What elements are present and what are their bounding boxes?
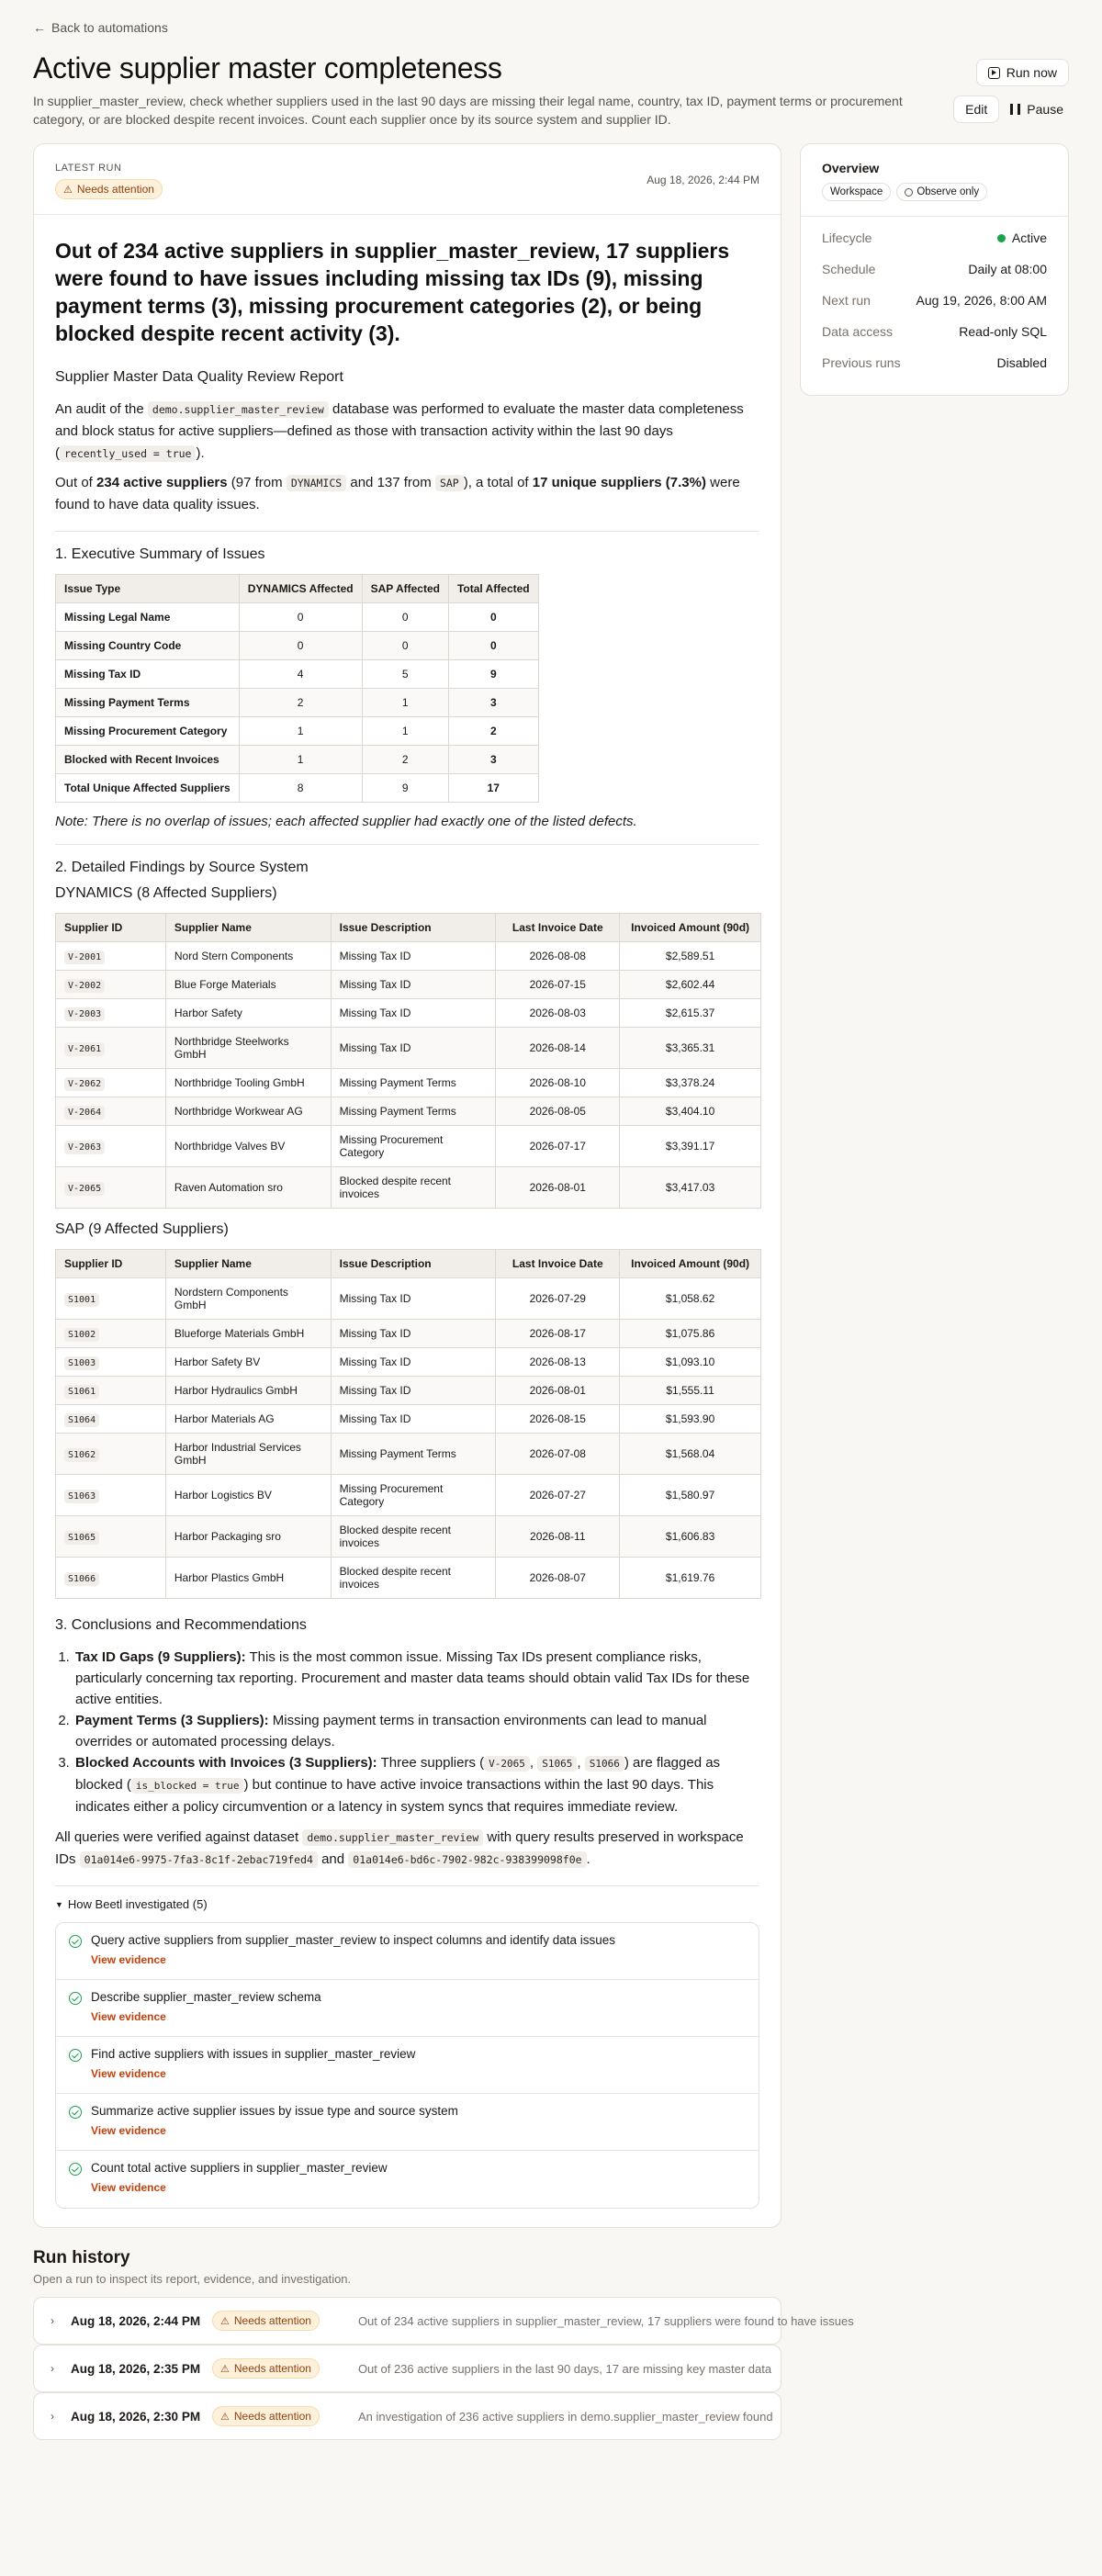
table-header-cell: Invoiced Amount (90d) [620, 914, 761, 942]
table-cell: $3,404.10 [620, 1097, 761, 1126]
overview-card [800, 143, 1069, 396]
table-row [56, 999, 761, 1028]
table-cell [56, 1097, 166, 1126]
view-evidence-link[interactable]: View evidence [91, 2010, 166, 2023]
section-heading-summary: 1. Executive Summary of Issues [55, 546, 265, 562]
status-badge-label: Needs attention [76, 183, 154, 196]
table-cell [56, 999, 166, 1028]
table-cell: $1,606.83 [620, 1516, 761, 1558]
supplier-id: V-2002 [64, 979, 105, 993]
run-summary: Out of 236 active suppliers in the last 90 days, 17 are missing key master data [357, 2361, 772, 2376]
supplier-id: S1063 [64, 1490, 99, 1503]
investigation-step-label: Count total active suppliers in supplier_master_review [91, 2161, 388, 2175]
overview-row-value: Disabled [996, 355, 1047, 370]
table-cell: $2,602.44 [620, 971, 761, 999]
table-header-cell: Supplier Name [165, 1250, 331, 1278]
table-cell: 0 [362, 603, 448, 632]
page-title: Active supplier master completeness [33, 51, 502, 84]
report-headline: Out of 234 active suppliers in supplier_master_review, 17 suppliers were found to have issues including missing tax IDs (9), missing payment terms (3), missing procurement categories (2), or being blocked despite recent activity (3). [55, 239, 730, 345]
table-cell [56, 1405, 166, 1434]
supplier-id: V-2063 [64, 1141, 105, 1154]
table-cell [56, 1434, 166, 1475]
overview-row-value: Active [997, 231, 1047, 245]
table-row [56, 1348, 761, 1377]
table-cell: 3 [448, 746, 538, 774]
table-row [56, 632, 539, 660]
run-history-row[interactable] [33, 2392, 782, 2440]
supplier-id: S1061 [64, 1385, 99, 1399]
table-cell: 2026-08-15 [496, 1405, 620, 1434]
table-row [56, 1377, 761, 1405]
run-summary: An investigation of 236 active suppliers in demo.supplier_master_review found [357, 2409, 773, 2424]
table-header-cell: Issue Description [331, 1250, 496, 1278]
supplier-id: V-2003 [64, 1007, 105, 1021]
table-row [56, 1028, 761, 1069]
table-cell [56, 1320, 166, 1348]
conclusion-item: 3. Blocked Accounts with Invoices (3 Suppliers): Three suppliers ( V-2065 , S1065 , S1066 ) are flagged as blocked ( is_blocked = true ) but continue to have active invoice transactions within the last 90 days. This indicates either a policy circumvention or a latency in system syncs that requires immediate review. [73, 1752, 759, 1817]
table-cell: 9 [362, 774, 448, 803]
table-cell: Northbridge Tooling GmbH [165, 1069, 331, 1097]
overview-row-key: Data access [822, 324, 894, 339]
supplier-id: V-2064 [64, 1106, 105, 1119]
table-cell: 0 [448, 632, 538, 660]
table-row [56, 1167, 761, 1209]
table-cell: 3 [448, 689, 538, 717]
table-cell [56, 1069, 166, 1097]
table-cell: 0 [239, 632, 362, 660]
table-row [56, 1126, 761, 1167]
table-cell: 2026-07-17 [496, 1126, 620, 1167]
table-cell: Missing Procurement Category [331, 1475, 496, 1516]
table-cell: Blue Forge Materials [165, 971, 331, 999]
view-evidence-link[interactable]: View evidence [91, 2067, 166, 2080]
table-cell: $1,093.10 [620, 1348, 761, 1377]
check-circle-icon [69, 2163, 82, 2176]
latest-run-card [33, 143, 782, 2228]
table-cell: 2026-08-05 [496, 1097, 620, 1126]
report-intro-1: An audit of the demo.supplier_master_review database was performed to evaluate the master data completeness and block status for active suppliers—defined as those with transaction activity within the last 90 days ( recently_used = true ). [55, 401, 744, 461]
table-cell: Missing Tax ID [331, 1348, 496, 1377]
table-cell: Missing Payment Terms [331, 1434, 496, 1475]
table-cell: Northbridge Workwear AG [165, 1097, 331, 1126]
table-cell: $1,568.04 [620, 1434, 761, 1475]
divider [55, 1885, 759, 1886]
table-cell: 2026-08-01 [496, 1377, 620, 1405]
table-cell: 17 [448, 774, 538, 803]
table-cell: 1 [362, 717, 448, 746]
table-cell: 1 [239, 717, 362, 746]
investigation-step-label: Query active suppliers from supplier_master_review to inspect columns and identify data issues [91, 1933, 616, 1947]
run-history-title: Run history [33, 2248, 130, 2267]
run-history-subtitle: Open a run to inspect its report, evidence, and investigation. [33, 2272, 352, 2286]
table-row [56, 717, 539, 746]
warning-icon: ⚠ [220, 2411, 230, 2423]
table-cell: 2026-08-17 [496, 1320, 620, 1348]
table-cell: Missing Tax ID [331, 999, 496, 1028]
table-cell: Missing Country Code [56, 632, 240, 660]
back-link-label: Back to automations [51, 20, 168, 35]
view-evidence-link[interactable]: View evidence [91, 1953, 166, 1966]
table-cell: $1,593.90 [620, 1405, 761, 1434]
table-cell: Harbor Hydraulics GmbH [165, 1377, 331, 1405]
run-timestamp: Aug 18, 2026, 2:44 PM [647, 174, 759, 186]
caret-down-icon: ▼ [55, 1899, 63, 1909]
workspace-chip: Workspace [822, 183, 891, 201]
table-cell: 2026-08-13 [496, 1348, 620, 1377]
overview-row-key: Next run [822, 293, 871, 308]
report-note: Note: There is no overlap of issues; each affected supplier had exactly one of the listed defects. [55, 814, 637, 829]
conclusion-item: 1. Tax ID Gaps (9 Suppliers): This is the most common issue. Missing Tax IDs present compliance risks, particularly concerning tax reporting. Procurement and master data teams should obtain valid Tax IDs for these active entities. [73, 1647, 759, 1710]
report-intro-2: Out of 234 active suppliers (97 from DYNAMICS and 137 from SAP ), a total of 17 unique suppliers (7.3%) were found to have data quality issues. [55, 475, 740, 512]
table-cell: Missing Tax ID [331, 1320, 496, 1348]
table-header-cell: Invoiced Amount (90d) [620, 1250, 761, 1278]
view-evidence-link[interactable]: View evidence [91, 2124, 166, 2137]
table-cell: Missing Tax ID [331, 1405, 496, 1434]
table-cell: Harbor Safety [165, 999, 331, 1028]
table-cell: Harbor Packaging sro [165, 1516, 331, 1558]
summary-table [55, 574, 539, 803]
investigation-step [56, 1923, 759, 1980]
table-cell: Blocked despite recent invoices [331, 1516, 496, 1558]
observe-only-chip: Observe only [896, 183, 987, 201]
overview-row [822, 222, 1047, 253]
supplier-id: V-2065 [64, 1182, 105, 1196]
pause-label: Pause [1027, 102, 1063, 117]
table-row [56, 774, 539, 803]
table-cell [56, 1278, 166, 1320]
table-cell: Missing Tax ID [331, 971, 496, 999]
table-row [56, 971, 761, 999]
table-cell [56, 1348, 166, 1377]
back-link[interactable] [33, 18, 1069, 37]
supplier-id: S1002 [64, 1328, 99, 1342]
table-row [56, 1405, 761, 1434]
table-header-cell: Last Invoice Date [496, 1250, 620, 1278]
supplier-id: V-2001 [64, 951, 105, 964]
table-cell: 2 [239, 689, 362, 717]
table-cell: Nord Stern Components [165, 942, 331, 971]
table-row [56, 1516, 761, 1558]
table-row [56, 660, 539, 689]
table-row [56, 1320, 761, 1348]
table-header-cell: Supplier ID [56, 914, 166, 942]
table-cell: Missing Procurement Category [56, 717, 240, 746]
report-title: Supplier Master Data Quality Review Report [55, 369, 343, 385]
overview-row-value: Read-only SQL [959, 324, 1047, 339]
dynamics-heading: DYNAMICS (8 Affected Suppliers) [55, 885, 277, 901]
overview-row-key: Lifecycle [822, 231, 872, 245]
overview-row [822, 253, 1047, 285]
table-cell: $1,075.86 [620, 1320, 761, 1348]
table-cell: 2026-08-03 [496, 999, 620, 1028]
table-header-cell: Supplier Name [165, 914, 331, 942]
investigation-toggle-label: How Beetl investigated (5) [67, 1897, 208, 1911]
check-circle-icon [69, 1935, 82, 1948]
investigation-step [56, 2094, 759, 2151]
status-badge-label: Needs attention [233, 2410, 311, 2423]
table-cell: 2 [362, 746, 448, 774]
table-cell: 2026-08-01 [496, 1167, 620, 1209]
run-history-row[interactable] [33, 2345, 782, 2392]
table-cell: Missing Tax ID [331, 942, 496, 971]
table-cell: Raven Automation sro [165, 1167, 331, 1209]
table-cell: $1,058.62 [620, 1278, 761, 1320]
overview-title: Overview [822, 161, 880, 175]
table-row [56, 1475, 761, 1516]
investigation-toggle[interactable] [55, 1897, 759, 1911]
status-badge [212, 2406, 320, 2426]
investigation-section [55, 1897, 759, 2209]
view-evidence-link[interactable]: View evidence [91, 2181, 166, 2194]
table-cell: 0 [239, 603, 362, 632]
run-date: Aug 18, 2026, 2:30 PM [71, 2409, 201, 2424]
check-circle-icon [69, 2049, 82, 2062]
table-cell: Missing Legal Name [56, 603, 240, 632]
edit-label: Edit [965, 102, 988, 117]
table-cell: 2026-07-15 [496, 971, 620, 999]
supplier-id: S1065 [64, 1531, 99, 1545]
section-heading-details: 2. Detailed Findings by Source System [55, 860, 309, 875]
warning-icon: ⚠ [220, 2363, 230, 2375]
table-cell: Missing Procurement Category [331, 1126, 496, 1167]
status-badge [55, 179, 163, 199]
table-cell: $1,555.11 [620, 1377, 761, 1405]
table-cell: 0 [448, 603, 538, 632]
supplier-id: V-2062 [64, 1077, 105, 1091]
supplier-id: S1001 [64, 1293, 99, 1307]
table-cell: Northbridge Valves BV [165, 1126, 331, 1167]
status-badge-label: Needs attention [233, 2362, 311, 2375]
table-header-cell: SAP Affected [362, 575, 448, 603]
table-cell: Harbor Industrial Services GmbH [165, 1434, 331, 1475]
table-cell: $1,619.76 [620, 1558, 761, 1599]
table-cell: Missing Tax ID [331, 1028, 496, 1069]
investigation-step [56, 2151, 759, 2208]
table-header-cell: Issue Type [56, 575, 240, 603]
eye-icon [905, 188, 913, 197]
table-cell [56, 1028, 166, 1069]
table-cell: Missing Tax ID [331, 1278, 496, 1320]
table-cell: 2026-07-08 [496, 1434, 620, 1475]
table-cell: $3,417.03 [620, 1167, 761, 1209]
table-row [56, 942, 761, 971]
table-row [56, 1434, 761, 1475]
page-description: In supplier_master_review, check whether suppliers used in the last 90 days are missing their legal name, country, tax ID, payment terms or procurement category, or are blocked despite recent invoices. Count each supplier once by its source system and supplier ID. [33, 94, 903, 127]
chevron-right-icon: › [51, 2314, 54, 2327]
overview-row-key: Schedule [822, 262, 876, 276]
table-row [56, 1278, 761, 1320]
arrow-left-icon: ← [33, 20, 46, 35]
report-verification: All queries were verified against dataset demo.supplier_master_review with query results preserved in workspace IDs 01a014e6-9975-7fa3-8c1f-2ebac719fed4 and 01a014e6-bd6c-7902-982c-938399098f0e . [55, 1829, 744, 1867]
run-history-row[interactable] [33, 2297, 854, 2345]
table-cell: Missing Payment Terms [56, 689, 240, 717]
run-now-button[interactable] [976, 59, 1069, 86]
table-cell: 1 [239, 746, 362, 774]
table-row [56, 603, 539, 632]
table-cell: 2026-08-14 [496, 1028, 620, 1069]
divider [55, 844, 759, 845]
table-cell: Missing Payment Terms [331, 1097, 496, 1126]
table-cell: Blocked with Recent Invoices [56, 746, 240, 774]
overview-row [822, 347, 1047, 378]
investigation-step-label: Find active suppliers with issues in supplier_master_review [91, 2047, 416, 2061]
table-row [56, 689, 539, 717]
supplier-id: S1003 [64, 1356, 99, 1370]
table-cell: Harbor Materials AG [165, 1405, 331, 1434]
section-heading-conclusions: 3. Conclusions and Recommendations [55, 1617, 307, 1633]
sap-table [55, 1249, 761, 1599]
overview-row-value: Aug 19, 2026, 8:00 AM [916, 293, 1047, 308]
run-date: Aug 18, 2026, 2:44 PM [71, 2313, 201, 2328]
table-cell: 0 [362, 632, 448, 660]
chevron-right-icon: › [51, 2410, 54, 2423]
table-cell: Blocked despite recent invoices [331, 1558, 496, 1599]
table-cell [56, 1516, 166, 1558]
table-cell [56, 942, 166, 971]
latest-run-label: LATEST RUN [55, 163, 122, 174]
table-cell: 2026-08-07 [496, 1558, 620, 1599]
table-cell: Blocked despite recent invoices [331, 1167, 496, 1209]
table-cell: Harbor Plastics GmbH [165, 1558, 331, 1599]
table-cell: 2 [448, 717, 538, 746]
table-header-cell: Issue Description [331, 914, 496, 942]
table-cell: Harbor Logistics BV [165, 1475, 331, 1516]
check-circle-icon [69, 1992, 82, 2005]
overview-row-value: Daily at 08:00 [968, 262, 1047, 276]
table-cell [56, 1167, 166, 1209]
overview-row [822, 285, 1047, 316]
table-row [56, 1558, 761, 1599]
table-cell: Missing Tax ID [331, 1377, 496, 1405]
investigation-step [56, 1980, 759, 2037]
sap-heading: SAP (9 Affected Suppliers) [55, 1221, 229, 1237]
conclusion-item: 2. Payment Terms (3 Suppliers): Missing payment terms in transaction environments can lead to manual overrides or automated processing delays. [73, 1710, 759, 1752]
table-cell: $3,365.31 [620, 1028, 761, 1069]
table-cell: Total Unique Affected Suppliers [56, 774, 240, 803]
table-cell [56, 1558, 166, 1599]
table-cell: 4 [239, 660, 362, 689]
table-cell: Missing Payment Terms [331, 1069, 496, 1097]
table-cell: 2026-07-29 [496, 1278, 620, 1320]
run-history [33, 2248, 854, 2440]
dynamics-table [55, 913, 761, 1209]
table-cell: 2026-08-11 [496, 1516, 620, 1558]
investigation-step [56, 2037, 759, 2094]
page-header [33, 50, 1069, 129]
warning-icon: ⚠ [220, 2315, 230, 2327]
supplier-id: S1066 [64, 1572, 99, 1586]
run-now-label: Run now [1006, 65, 1057, 80]
table-cell [56, 1126, 166, 1167]
supplier-id: S1064 [64, 1413, 99, 1427]
investigation-step-label: Summarize active supplier issues by issue type and source system [91, 2104, 458, 2118]
table-cell: 2026-07-27 [496, 1475, 620, 1516]
status-badge [212, 2358, 320, 2379]
overview-row-key: Previous runs [822, 355, 901, 370]
table-row [56, 1097, 761, 1126]
table-cell: 1 [362, 689, 448, 717]
table-cell: 9 [448, 660, 538, 689]
run-history-list [33, 2297, 854, 2440]
supplier-id: S1062 [64, 1448, 99, 1462]
table-header-cell: Supplier ID [56, 1250, 166, 1278]
table-cell: $2,615.37 [620, 999, 761, 1028]
table-cell: 8 [239, 774, 362, 803]
conclusions-list [73, 1647, 759, 1817]
table-header-cell: Last Invoice Date [496, 914, 620, 942]
table-cell: Blueforge Materials GmbH [165, 1320, 331, 1348]
table-cell: 2026-08-08 [496, 942, 620, 971]
status-badge-label: Needs attention [233, 2314, 311, 2327]
table-row [56, 746, 539, 774]
table-cell: Harbor Safety BV [165, 1348, 331, 1377]
table-cell: 5 [362, 660, 448, 689]
run-date: Aug 18, 2026, 2:35 PM [71, 2361, 201, 2376]
table-header-cell: Total Affected [448, 575, 538, 603]
divider [801, 216, 1068, 217]
table-cell: 2026-08-10 [496, 1069, 620, 1097]
run-summary: Out of 234 active suppliers in supplier_master_review, 17 suppliers were found to have issues [357, 2313, 854, 2328]
status-dot-icon [997, 234, 1006, 242]
latest-run-header [34, 144, 781, 215]
pause-button[interactable] [1005, 96, 1069, 123]
table-cell [56, 971, 166, 999]
table-row [56, 1069, 761, 1097]
warning-icon: ⚠ [63, 184, 73, 196]
table-cell: $3,391.17 [620, 1126, 761, 1167]
table-cell: $2,589.51 [620, 942, 761, 971]
table-cell: Nordstern Components GmbH [165, 1278, 331, 1320]
table-cell: $1,580.97 [620, 1475, 761, 1516]
investigation-step-label: Describe supplier_master_review schema [91, 1990, 321, 2004]
pause-icon [1010, 104, 1020, 115]
investigation-steps [55, 1922, 759, 2209]
play-icon [988, 67, 1000, 79]
check-circle-icon [69, 2106, 82, 2119]
table-cell [56, 1377, 166, 1405]
chevron-right-icon: › [51, 2362, 54, 2375]
run-report [34, 215, 781, 2227]
table-header-cell: DYNAMICS Affected [239, 575, 362, 603]
supplier-id: V-2061 [64, 1042, 105, 1056]
overview-row [822, 316, 1047, 347]
table-cell: Missing Tax ID [56, 660, 240, 689]
divider [55, 531, 759, 532]
table-cell: $3,378.24 [620, 1069, 761, 1097]
status-badge [212, 2311, 320, 2331]
table-cell: Northbridge Steelworks GmbH [165, 1028, 331, 1069]
edit-button[interactable] [953, 96, 999, 123]
table-cell [56, 1475, 166, 1516]
